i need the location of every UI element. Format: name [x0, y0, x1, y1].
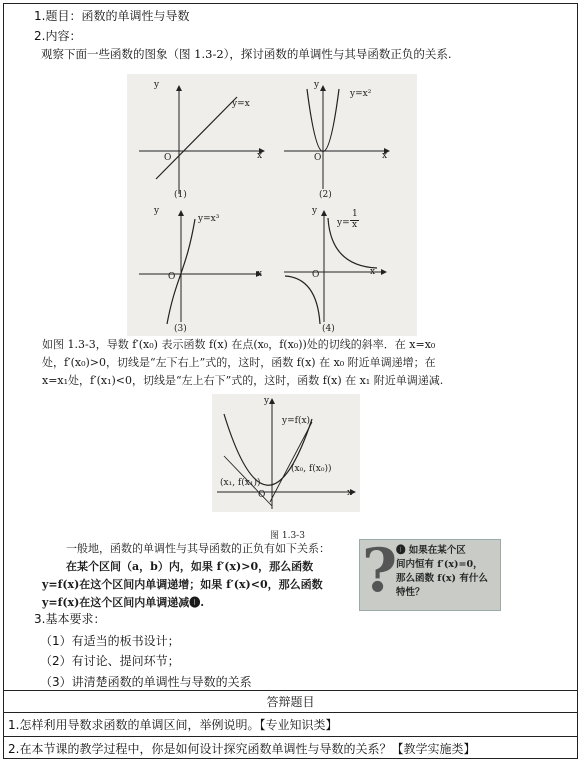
question-mark-icon: ?: [362, 536, 398, 606]
requirements-label: 3.基本要求：: [34, 612, 106, 626]
para2-line1: 一般地，函数的单调性与其导函数的正负有如下关系：: [66, 542, 330, 555]
tip-line1: ❶ 如果在某个区: [396, 545, 466, 556]
textbook-intro: 观察下面一些函数的图象（图 1.3-2），探讨函数的单调性与其导函数正负的关系.: [41, 47, 452, 61]
fig133-axis-x: x: [347, 488, 353, 498]
graph2-axis-y: y: [314, 80, 320, 90]
para1-line1: 如图 1.3-3，导数 f′(x₀) 表示函数 f(x) 在点(x₀，f(x₀))处的切线的斜率．在 x=x₀: [42, 338, 436, 351]
fig133-axis-y: y: [264, 396, 270, 406]
divider-2: [4, 712, 577, 713]
requirement-3: （3）讲清楚函数的单调性与导数的关系: [40, 675, 252, 689]
fig133-point-x1: (x₁, f(x₁)): [220, 478, 261, 488]
graph3-caption: (3): [174, 324, 187, 334]
figure-1-3-3-graph: [212, 394, 362, 514]
divider-1: [4, 690, 577, 691]
graph4-func-numerator: 1: [352, 209, 358, 219]
graph4-func-denominator: x: [352, 220, 358, 230]
defense-header: 答辩题目: [266, 695, 315, 709]
para2-line4: y=f(x)在这个区间内单调递减❶.: [42, 596, 205, 609]
content-label: 2.内容：: [34, 29, 82, 43]
requirement-1: （1）有适当的板书设计；: [40, 634, 180, 648]
para2-line2: 在某个区间（a，b）内，如果 f′(x)>0，那么函数: [66, 560, 314, 573]
fig133-point-x0: (x₀, f(x₀)): [291, 464, 332, 474]
graph2-func-label: y=x²: [350, 89, 372, 99]
graph2-origin: O: [314, 153, 322, 163]
document-sheet: [3, 3, 578, 759]
graph2-caption: (2): [319, 190, 332, 200]
tip-line3: 那么函数 f(x) 有什么: [396, 573, 488, 584]
graph-quadratic: [279, 79, 414, 199]
graph4-func-prefix: y=: [337, 218, 350, 228]
tip-line4: 特性？: [396, 587, 425, 598]
graph-linear: [134, 79, 269, 199]
tip-line2: 间内恒有 f′(x)=0，: [396, 559, 483, 570]
divider-3: [4, 736, 577, 737]
graph1-func-label: y=x: [232, 99, 250, 109]
graph4-axis-y: y: [312, 206, 318, 216]
graph3-origin: O: [168, 272, 176, 282]
graph1-origin: O: [164, 153, 172, 163]
graph1-caption: (1): [174, 190, 187, 200]
graph4-caption: (4): [322, 324, 335, 334]
fig133-func-label: y=f(x): [282, 416, 311, 426]
fig133-caption: 图 1.3-3: [270, 531, 305, 541]
requirement-2: （2）有讨论、提问环节；: [40, 654, 180, 668]
para2-line3: y=f(x)在这个区间内单调递增；如果 f′(x)<0，那么函数: [42, 578, 323, 591]
defense-question-1: 1.怎样利用导数求函数的单调区间，举例说明。【专业知识类】: [8, 718, 338, 732]
graph2-axis-x: x: [382, 151, 388, 161]
para1-line2: 处，f′(x₀)>0，切线是“左下右上”式的，这时，函数 f(x) 在 x₀ 附近单调递增；在: [42, 356, 436, 369]
fig133-origin: O: [258, 490, 266, 500]
graph3-func-label: y=x³: [198, 214, 220, 224]
graph1-axis-x: x: [257, 151, 263, 161]
graph4-axis-x: x: [370, 267, 376, 277]
graph1-axis-y: y: [154, 80, 160, 90]
defense-question-2: 2.在本节课的教学过程中，你是如何设计探究函数单调性与导数的关系？【教学实施类】: [8, 742, 476, 756]
graph4-origin: O: [312, 270, 320, 280]
graph3-axis-x: x: [257, 269, 263, 279]
graph3-axis-y: y: [154, 206, 160, 216]
para1-line3: x=x₁处，f′(x₁)<0，切线是“左上右下”式的，这时，函数 f(x) 在 x₁ 附近单调递减.: [42, 374, 444, 387]
topic-title: 1.题目：函数的单调性与导数: [34, 9, 190, 23]
